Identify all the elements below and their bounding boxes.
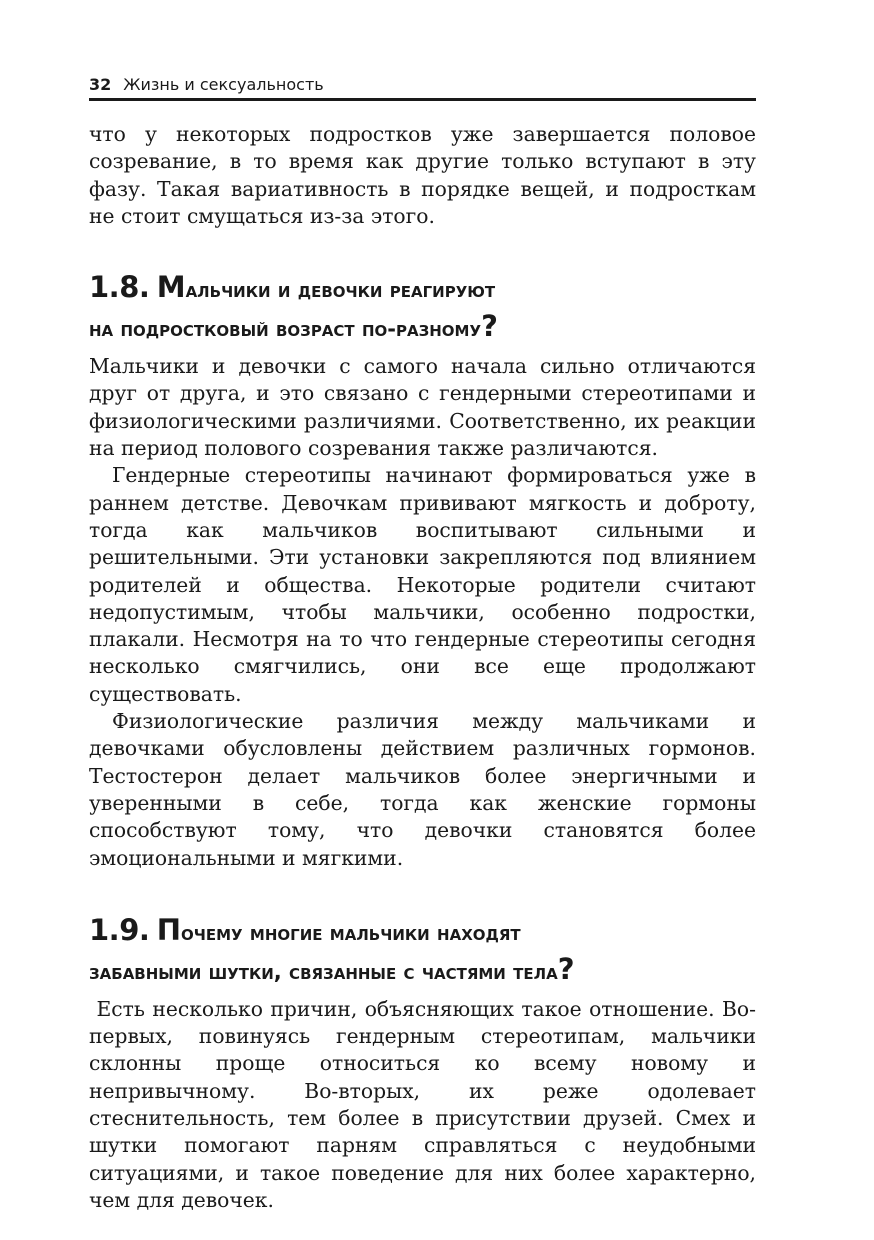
heading-line2: забавными шутки, связанные с частями тела bbox=[89, 959, 558, 984]
book-page bbox=[89, 72, 763, 1214]
heading-question-mark: ? bbox=[481, 309, 498, 344]
heading-initial: П bbox=[156, 912, 181, 947]
heading-initial: М bbox=[156, 270, 186, 305]
paragraph: Физиологические различия между мальчиками и девочками обусловлены действием различных гормонов. Тестостерон делает мальчиков более энергичными и уверенными в себе, тогда как женские гормоны способствуют тому, что девочки становятся более эмоциональными и мягкими. bbox=[89, 709, 756, 870]
paragraph: Мальчики и девочки с самого начала сильно отличаются друг от друга, и это связано с гендерными стереотипами и физиологическими различиями. Соответственно, их реакции на период полового созревания также различаются. bbox=[89, 354, 756, 461]
page-number: 32 bbox=[89, 75, 112, 94]
section-number: 1.8. bbox=[89, 270, 150, 305]
paragraph: Есть несколько причин, объясняющих такое отношение. Во-первых, повинуясь гендерным стереотипам, мальчики склонны проще относиться ко всему новому и непривычному. Во-вторых, их реже одолевает стеснительность, тем более в присутствии друзей. Смех и шутки помогают парням справляться с неудобными ситуациями, и такое поведение для них более характерно, чем для девочек. bbox=[89, 996, 763, 1212]
intro-paragraph: что у некоторых подростков уже завершается половое созревание, в то время как другие только вступают в эту фазу. Такая вариативность в порядке вещей, и подросткам не стоит смущаться из-за этого. bbox=[89, 122, 756, 228]
section-1-9 bbox=[89, 912, 763, 1214]
heading-line1: очему многие мальчики находят bbox=[180, 920, 521, 945]
heading-line1: альчики и девочки реагируют bbox=[185, 278, 496, 303]
paragraph: Гендерные стереотипы начинают формироваться уже в раннем детстве. Девочкам прививают мягкость и доброту, тогда как мальчиков воспитывают сильными и решительными. Эти установки закрепляются под влиянием родителей и общества. Некоторые родители считают недопустимым, чтобы мальчики, особенно подростки, плакали. Несмотря на то что гендерные стереотипы сегодня несколько смягчились, они все еще продолжают существовать. bbox=[89, 463, 756, 706]
section-1-8 bbox=[89, 269, 756, 872]
heading-line2: на подростковый возраст по-разному bbox=[89, 317, 482, 342]
section-heading-1-8 bbox=[89, 269, 756, 347]
heading-question-mark: ? bbox=[557, 951, 575, 986]
section-number: 1.9. bbox=[89, 912, 150, 947]
running-head bbox=[89, 72, 756, 101]
section-heading-1-9 bbox=[89, 912, 756, 990]
running-title: Жизнь и сексуальность bbox=[123, 75, 324, 94]
